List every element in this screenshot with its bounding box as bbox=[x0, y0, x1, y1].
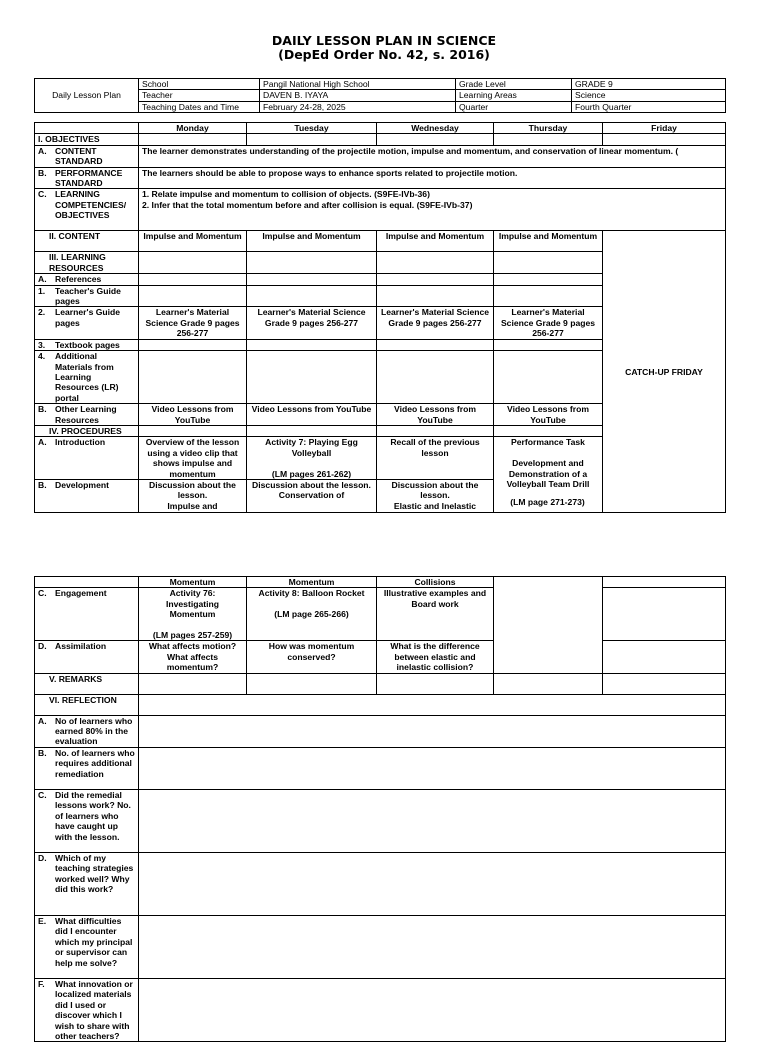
document-title: DAILY LESSON PLAN IN SCIENCE bbox=[271, 33, 497, 48]
header-table bbox=[34, 78, 726, 113]
introduction-wednesday: Recall of the previous lesson bbox=[377, 437, 494, 480]
procedures-heading: IV. PROCEDURES bbox=[35, 425, 139, 436]
reflection-b-label: No. of learners who requires additional remediation bbox=[55, 747, 135, 779]
other-resources-wednesday: Video Lessons from YouTube bbox=[377, 404, 494, 426]
school-label: School bbox=[139, 79, 260, 90]
objectives-heading: I. OBJECTIVES bbox=[35, 134, 139, 145]
lesson-plan-table: Monday Tuesday Wednesday Thursday Friday I. OBJECTIVES A. CONTENT STANDARD The learner demonstrates understanding of the projectile motion, impulse and momentum, and conservation of linear momentum. ( B. PERFORMANCE STANDARD The learners should be able to propose ways to enhance sports related to projectile motion. C. LEARNING COMPETENCIES/ OBJECTIVES 1. Relate impulse and momentum to collision of objects. (S9FE-IVb-36) 2. Infer that the total momentum before and after collision is equal. (S9FE-IVb-37) II. CONTENT Impulse and Momentum Impulse and Momentum Impulse and Momentum Impulse and Momentum CATCH-UP FRIDAY III. LEARNING RESOURCES A. References 1. Teacher's Guide pages 2. Learner's Guide pages Learner's Material Science Grade 9 pages 256-277 Learner's Material Science Grade 9 pages 256-277 Learner's Material Science Grade 9 pages 256-277 Learner's Material Science Grade 9 pages 256-277 3. Textbook pages 4. Additional Materials from Learning Resources (LR) portal B. Other Learning Resources Video Lessons from YouTube Video Lessons from YouTube Video Lessons from YouTube Video Lessons from YouTube IV. PROCEDURES A. Introduction Overview of the lesson using a video clip that shows impulse and momentum Activity 7: Playing Egg Volleyball (LM pages 261-262) Recall of the previous lesson Performance Task Development and Demonstration of a Volleyball Team Drill B. Development Discussion about the lesson. Impulse and Discussion about the lesson. Conservation of Discussion about the lesson. Elastic and Inelastic bbox=[34, 122, 726, 513]
catch-up-friday: CATCH-UP FRIDAY bbox=[603, 231, 726, 513]
references-label: References bbox=[55, 274, 102, 285]
assimilation-label: Assimilation bbox=[55, 641, 107, 652]
dates-value: February 24-28, 2025 bbox=[260, 101, 456, 112]
dlp-label: Daily Lesson Plan bbox=[35, 79, 139, 113]
introduction-tuesday: Activity 7: Playing Egg Volleyball (LM pages 261-262) bbox=[247, 437, 377, 480]
competencies-label: LEARNING COMPETENCIES/ OBJECTIVES bbox=[55, 189, 127, 221]
content-tuesday: Impulse and Momentum bbox=[247, 231, 377, 252]
lesson-plan-table-page-2: Momentum Momentum Collisions C. Engagement Activity 76: Investigating Momentum (LM pages 257-259) Activity 8: Balloon Rocket (LM page 265-266) Illustrative examples and Board work D. Assimilation What affects motion? What affects momentum? How was momentum conserved? What is the difference between elastic and inelastic collision? V. REMARKS VI. REFLECTION A. No of learners who earned 80% in the evaluation B. No. of learners who requires additional remediation C. Did the remedial lessons work? No. of learners who have caught up with the lesson. D. Which of my teaching strategies worked well? Why did this work? E. What difficulties did I encounter which my principal or supervisor can help me solve? F. What innovation or localized materials did I used or discover which I wish to share with other teachers? bbox=[34, 576, 726, 1042]
day-thursday: Thursday bbox=[494, 123, 603, 134]
learning-resources-heading: III. LEARNING RESOURCES bbox=[35, 252, 139, 274]
introduction-monday: Overview of the lesson using a video clip that shows impulse and momentum bbox=[139, 437, 247, 480]
content-monday: Impulse and Momentum bbox=[139, 231, 247, 252]
development-wednesday: Discussion about the lesson. Elastic and Inelastic bbox=[377, 479, 494, 512]
textbook-label: Textbook pages bbox=[55, 339, 120, 350]
reflection-a-label: No of learners who earned 80% in the evaluation bbox=[55, 715, 133, 747]
quarter-label: Quarter bbox=[456, 101, 572, 112]
assimilation-monday: What affects motion? What affects momentum? bbox=[139, 641, 247, 673]
development-label: Development bbox=[55, 479, 109, 490]
introduction-label: Introduction bbox=[55, 437, 106, 448]
other-resources-tuesday: Video Lessons from YouTube bbox=[247, 404, 377, 426]
other-resources-thursday: Video Lessons from YouTube bbox=[494, 404, 603, 426]
day-wednesday: Wednesday bbox=[377, 123, 494, 134]
additional-materials-label: Additional Materials from Learning Resources (LR) portal bbox=[55, 351, 119, 403]
introduction-thursday: Performance Task Development and Demonstration of a Volleyball Team Drill bbox=[494, 437, 603, 513]
content-wednesday: Impulse and Momentum bbox=[377, 231, 494, 252]
grade-value: GRADE 9 bbox=[572, 79, 726, 90]
development-tuesday-cont: Momentum bbox=[247, 577, 377, 588]
reflection-d-label: Which of my teaching strategies worked well? Why did this work? bbox=[55, 852, 134, 895]
development-wednesday-cont: Collisions bbox=[377, 577, 494, 588]
teacher-value: DAVEN B. IYAYA bbox=[260, 90, 456, 101]
development-monday: Discussion about the lesson. Impulse and bbox=[139, 479, 247, 512]
reflection-heading: VI. REFLECTION bbox=[35, 694, 139, 715]
learners-guide-thursday: Learner's Material Science Grade 9 pages 256-277 bbox=[494, 307, 603, 339]
learners-guide-tuesday: Learner's Material Science Grade 9 pages 256-277 bbox=[247, 307, 377, 339]
content-heading: II. CONTENT bbox=[35, 231, 139, 252]
content-thursday: Impulse and Momentum bbox=[494, 231, 603, 252]
learners-guide-label: Learner's Guide pages bbox=[55, 307, 121, 328]
assimilation-wednesday: What is the difference between elastic and inelastic collision? bbox=[377, 641, 494, 673]
content-standard-label: CONTENT STANDARD bbox=[55, 145, 103, 167]
engagement-label: Engagement bbox=[55, 588, 107, 599]
assimilation-tuesday: How was momentum conserved? bbox=[247, 641, 377, 673]
quarter-value: Fourth Quarter bbox=[572, 101, 726, 112]
other-resources-label: Other Learning Resources bbox=[55, 404, 117, 425]
learners-guide-wednesday: Learner's Material Science Grade 9 pages 256-277 bbox=[377, 307, 494, 339]
learners-guide-monday: Learner's Material Science Grade 9 pages 256-277 bbox=[139, 307, 247, 339]
engagement-tuesday: Activity 8: Balloon Rocket (LM page 265-266) bbox=[247, 588, 377, 641]
engagement-wednesday: Illustrative examples and Board work bbox=[377, 588, 494, 641]
engagement-monday: Activity 76: Investigating Momentum (LM pages 257-259) bbox=[139, 588, 247, 641]
reflection-e-label: What difficulties did I encounter which my principal or supervisor can help me solve? bbox=[55, 915, 133, 968]
competency-2: 2. Infer that the total momentum before and after collision is equal. (S9FE-IVb-37) bbox=[142, 199, 473, 210]
performance-standard-label: PERFORMANCE STANDARD bbox=[55, 167, 123, 189]
area-value: Science bbox=[572, 90, 726, 101]
other-resources-monday: Video Lessons from YouTube bbox=[139, 404, 247, 426]
day-tuesday: Tuesday bbox=[247, 123, 377, 134]
reflection-f-label: What innovation or localized materials did I used or discover which I wish to share with other teachers? bbox=[55, 978, 133, 1041]
content-standard-text: The learner demonstrates understanding of the projectile motion, impulse and momentum, and conservation of linear momentum. ( bbox=[139, 145, 726, 167]
reflection-c-label: Did the remedial lessons work? No. of learners who have caught up with the lesson. bbox=[55, 789, 131, 842]
teachers-guide-label: Teacher's Guide pages bbox=[55, 285, 121, 307]
development-thursday: (LM page 271-273) bbox=[510, 497, 585, 507]
remarks-heading: V. REMARKS bbox=[35, 673, 139, 694]
area-label: Learning Areas bbox=[456, 90, 572, 101]
dates-label: Teaching Dates and Time bbox=[139, 101, 260, 112]
teacher-label: Teacher bbox=[139, 90, 260, 101]
competency-1: 1. Relate impulse and momentum to collision of objects. (S9FE-IVb-36) bbox=[142, 189, 430, 200]
grade-label: Grade Level bbox=[456, 79, 572, 90]
development-monday-cont: Momentum bbox=[139, 577, 247, 588]
school-value: Pangil National High School bbox=[260, 79, 456, 90]
performance-standard-text: The learners should be able to propose ways to enhance sports related to projectile motion. bbox=[139, 167, 726, 189]
document-subtitle: (DepEd Order No. 42, s. 2016) bbox=[278, 47, 490, 62]
development-tuesday: Discussion about the lesson. Conservation of bbox=[247, 479, 377, 512]
day-friday: Friday bbox=[603, 123, 726, 134]
day-monday: Monday bbox=[139, 123, 247, 134]
